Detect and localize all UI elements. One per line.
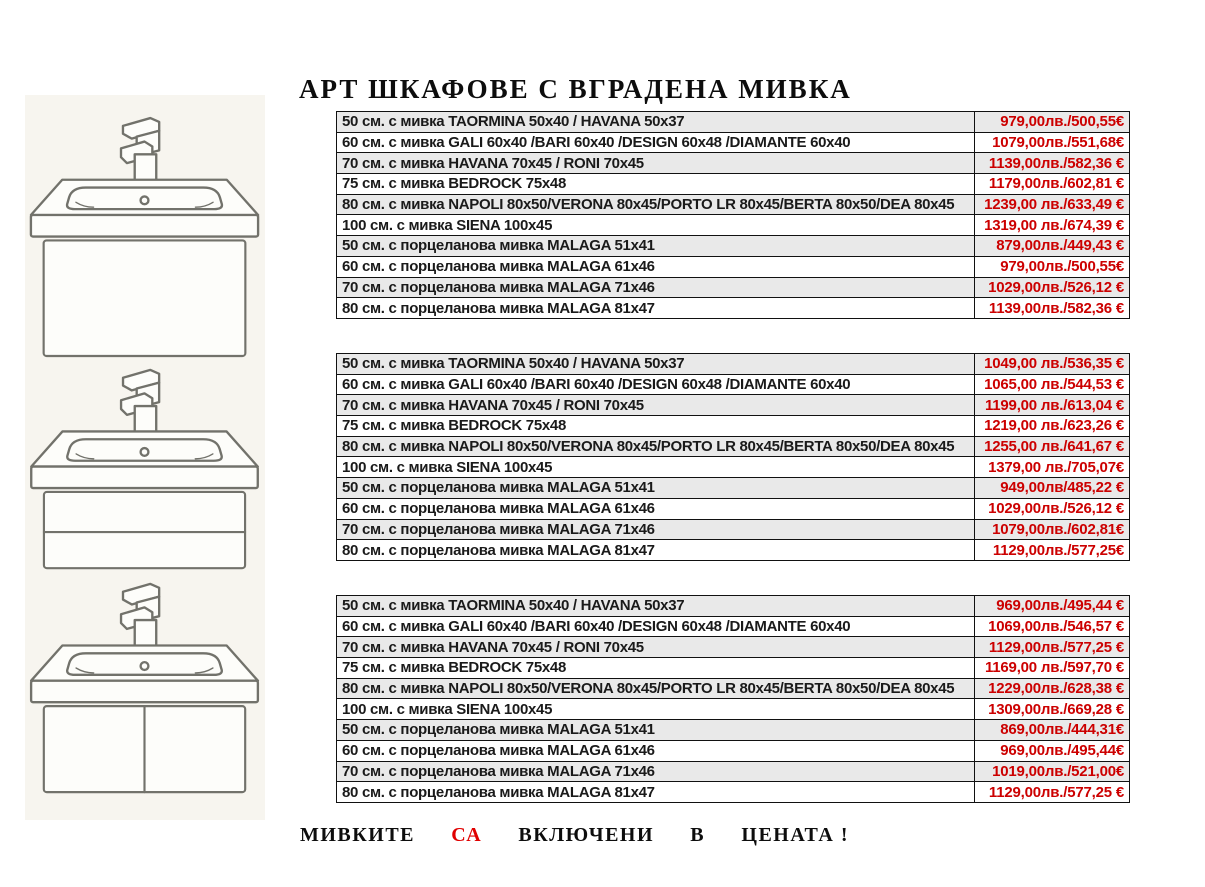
product-description: 80 см. с порцеланова мивка MALAGA 81x47 bbox=[337, 298, 975, 319]
vanity-illustration-two-drawers bbox=[27, 367, 262, 574]
product-price: 879,00лв./449,43 € bbox=[975, 236, 1130, 257]
product-price: 1169,00 лв./597,70 € bbox=[975, 658, 1130, 679]
product-description: 70 см. с порцеланова мивка MALAGA 71x46 bbox=[337, 761, 975, 782]
table-row bbox=[337, 478, 1130, 499]
price-table-3 bbox=[336, 595, 1130, 803]
product-price: 1029,00лв./526,12 € bbox=[975, 277, 1130, 298]
product-description: 70 см. с порцеланова мивка MALAGA 71x46 bbox=[337, 519, 975, 540]
product-price: 1219,00 лв./623,26 € bbox=[975, 416, 1130, 437]
product-description: 70 см. с мивка HAVANA 70x45 / RONI 70x45 bbox=[337, 395, 975, 416]
table-row bbox=[337, 436, 1130, 457]
product-description: 60 см. с мивка GALI 60x40 /BARI 60x40 /DESIGN 60x48 /DIAMANTE 60x40 bbox=[337, 132, 975, 153]
product-description: 80 см. с мивка NAPOLI 80x50/VERONA 80x45/PORTO LR 80x45/BERTA 80x50/DEA 80x45 bbox=[337, 436, 975, 457]
product-price: 1319,00 лв./674,39 € bbox=[975, 215, 1130, 236]
product-price: 949,00лв/485,22 € bbox=[975, 478, 1130, 499]
table-row bbox=[337, 395, 1130, 416]
product-price: 1065,00 лв./544,53 € bbox=[975, 374, 1130, 395]
vanity-illustration-two-doors bbox=[27, 581, 262, 798]
price-table-2 bbox=[336, 353, 1130, 561]
vanity-illustration-single-front bbox=[27, 115, 262, 362]
product-price: 1029,00лв./526,12 € bbox=[975, 498, 1130, 519]
sink-top bbox=[31, 180, 258, 237]
product-price: 969,00лв./495,44 € bbox=[975, 596, 1130, 617]
product-price: 1255,00 лв./641,67 € bbox=[975, 436, 1130, 457]
price-table-1 bbox=[336, 111, 1130, 319]
product-price: 1129,00лв./577,25 € bbox=[975, 637, 1130, 658]
cabinet-body bbox=[44, 706, 245, 792]
table-row bbox=[337, 519, 1130, 540]
footer-word: МИВКИТЕ bbox=[300, 824, 416, 846]
table-row bbox=[337, 112, 1130, 133]
sink-top bbox=[31, 646, 258, 703]
product-description: 70 см. с мивка HAVANA 70x45 / RONI 70x45 bbox=[337, 637, 975, 658]
page-title: АРТ ШКАФОВЕ С ВГРАДЕНА МИВКА bbox=[299, 74, 852, 104]
table-row bbox=[337, 298, 1130, 319]
product-price: 1069,00лв./546,57 € bbox=[975, 616, 1130, 637]
footer-word-highlighted: СА bbox=[451, 824, 483, 846]
product-price: 1129,00лв./577,25 € bbox=[975, 782, 1130, 803]
product-price: 1139,00лв./582,36 € bbox=[975, 298, 1130, 319]
product-description: 60 см. с порцеланова мивка MALAGA 61x46 bbox=[337, 740, 975, 761]
table-row bbox=[337, 256, 1130, 277]
product-description: 75 см. с мивка BEDROCK 75x48 bbox=[337, 658, 975, 679]
table-row bbox=[337, 658, 1130, 679]
table-row bbox=[337, 416, 1130, 437]
table-row bbox=[337, 194, 1130, 215]
product-description: 100 см. с мивка SIENA 100x45 bbox=[337, 457, 975, 478]
product-description: 60 см. с порцеланова мивка MALAGA 61x46 bbox=[337, 256, 975, 277]
product-description: 50 см. с порцеланова мивка MALAGA 51x41 bbox=[337, 720, 975, 741]
table-row bbox=[337, 354, 1130, 375]
product-price: 1239,00 лв./633,49 € bbox=[975, 194, 1130, 215]
product-description: 75 см. с мивка BEDROCK 75x48 bbox=[337, 416, 975, 437]
product-description: 50 см. с мивка TAORMINA 50x40 / HAVANA 50x37 bbox=[337, 596, 975, 617]
table-row bbox=[337, 678, 1130, 699]
product-price: 1049,00 лв./536,35 € bbox=[975, 354, 1130, 375]
table-row bbox=[337, 498, 1130, 519]
product-description: 60 см. с мивка GALI 60x40 /BARI 60x40 /DESIGN 60x48 /DIAMANTE 60x40 bbox=[337, 374, 975, 395]
faucet-icon bbox=[121, 370, 159, 435]
product-description: 80 см. с мивка NAPOLI 80x50/VERONA 80x45/PORTO LR 80x45/BERTA 80x50/DEA 80x45 bbox=[337, 678, 975, 699]
table-row bbox=[337, 596, 1130, 617]
product-description: 80 см. с порцеланова мивка MALAGA 81x47 bbox=[337, 782, 975, 803]
footer-word: ЦЕНАТА ! bbox=[741, 824, 849, 846]
overflow-hole bbox=[141, 662, 149, 670]
cabinet-body bbox=[44, 240, 246, 356]
overflow-hole bbox=[141, 448, 149, 456]
product-description: 50 см. с мивка TAORMINA 50x40 / HAVANA 50x37 bbox=[337, 354, 975, 375]
faucet-icon bbox=[121, 118, 159, 184]
table-row bbox=[337, 540, 1130, 561]
product-price: 1179,00лв./602,81 € bbox=[975, 174, 1130, 195]
product-price: 979,00лв./500,55€ bbox=[975, 112, 1130, 133]
table-row bbox=[337, 153, 1130, 174]
product-description: 80 см. с мивка NAPOLI 80x50/VERONA 80x45/PORTO LR 80x45/BERTA 80x50/DEA 80x45 bbox=[337, 194, 975, 215]
product-price: 979,00лв./500,55€ bbox=[975, 256, 1130, 277]
table-row bbox=[337, 457, 1130, 478]
sink-top bbox=[31, 431, 258, 488]
illustration-panel bbox=[25, 95, 265, 820]
product-price: 1129,00лв./577,25€ bbox=[975, 540, 1130, 561]
table-row bbox=[337, 782, 1130, 803]
table-row bbox=[337, 720, 1130, 741]
product-description: 50 см. с порцеланова мивка MALAGA 51x41 bbox=[337, 236, 975, 257]
product-price: 1139,00лв./582,36 € bbox=[975, 153, 1130, 174]
table-row bbox=[337, 637, 1130, 658]
product-description: 50 см. с мивка TAORMINA 50x40 / HAVANA 50x37 bbox=[337, 112, 975, 133]
product-description: 70 см. с мивка HAVANA 70x45 / RONI 70x45 bbox=[337, 153, 975, 174]
product-description: 50 см. с порцеланова мивка MALAGA 51x41 bbox=[337, 478, 975, 499]
product-description: 75 см. с мивка BEDROCK 75x48 bbox=[337, 174, 975, 195]
product-description: 70 см. с порцеланова мивка MALAGA 71x46 bbox=[337, 277, 975, 298]
faucet-icon bbox=[121, 584, 159, 649]
table-row bbox=[337, 277, 1130, 298]
product-price: 969,00лв./495,44€ bbox=[975, 740, 1130, 761]
table-row bbox=[337, 132, 1130, 153]
product-price: 1079,00лв./602,81€ bbox=[975, 519, 1130, 540]
table-row bbox=[337, 761, 1130, 782]
table-row bbox=[337, 174, 1130, 195]
product-description: 60 см. с мивка GALI 60x40 /BARI 60x40 /DESIGN 60x48 /DIAMANTE 60x40 bbox=[337, 616, 975, 637]
table-row bbox=[337, 374, 1130, 395]
product-description: 100 см. с мивка SIENA 100x45 bbox=[337, 699, 975, 720]
cabinet-body bbox=[44, 492, 245, 568]
product-price: 869,00лв./444,31€ bbox=[975, 720, 1130, 741]
product-price: 1229,00лв./628,38 € bbox=[975, 678, 1130, 699]
product-price: 1379,00 лв./705,07€ bbox=[975, 457, 1130, 478]
table-row bbox=[337, 236, 1130, 257]
footer-word: ВКЛЮЧЕНИ bbox=[518, 824, 655, 846]
table-row bbox=[337, 699, 1130, 720]
product-price: 1309,00лв./669,28 € bbox=[975, 699, 1130, 720]
footer-word: В bbox=[690, 824, 706, 846]
product-price: 1019,00лв./521,00€ bbox=[975, 761, 1130, 782]
product-price: 1079,00лв./551,68€ bbox=[975, 132, 1130, 153]
product-description: 100 см. с мивка SIENA 100x45 bbox=[337, 215, 975, 236]
product-price: 1199,00 лв./613,04 € bbox=[975, 395, 1130, 416]
product-description: 80 см. с порцеланова мивка MALAGA 81x47 bbox=[337, 540, 975, 561]
footer-note bbox=[300, 824, 849, 847]
table-row bbox=[337, 740, 1130, 761]
table-row bbox=[337, 616, 1130, 637]
overflow-hole bbox=[141, 196, 149, 204]
table-row bbox=[337, 215, 1130, 236]
product-description: 60 см. с порцеланова мивка MALAGA 61x46 bbox=[337, 498, 975, 519]
